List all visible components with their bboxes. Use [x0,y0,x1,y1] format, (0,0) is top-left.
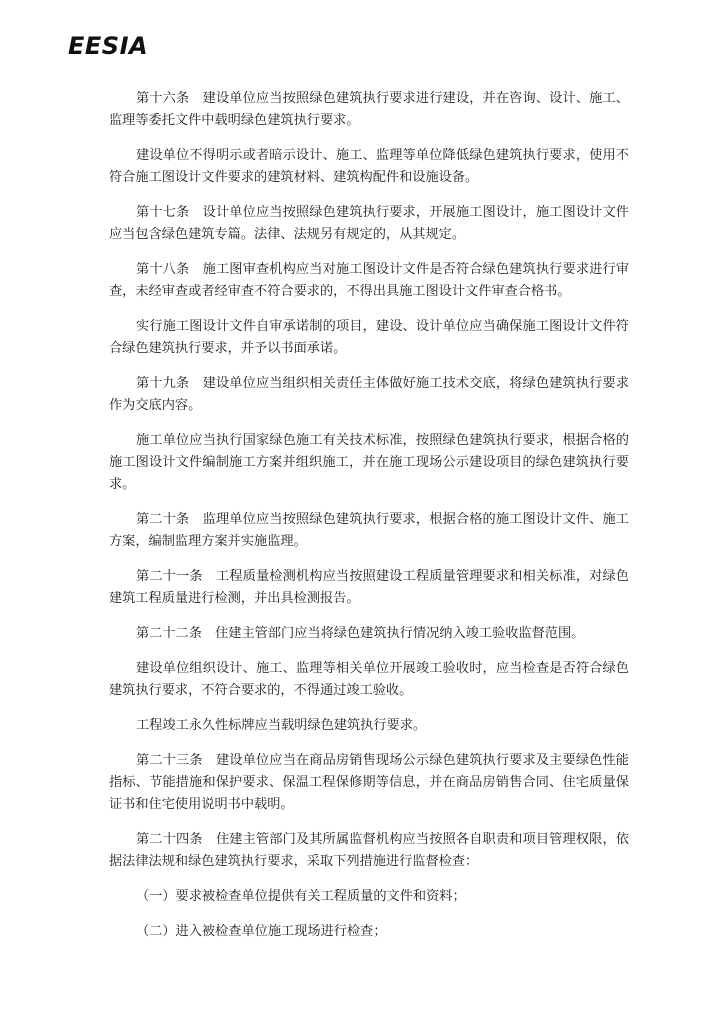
paragraph-article-24-item-2: （二）进入被检查单位施工现场进行检查； [136,924,387,939]
paragraph-article-16-2: 建设单位不得明示或者暗示设计、施工、监理等单位降低绿色建筑执行要求，使用不符合施工图设计文件要求的建筑材料、建筑构配件和设施设备。 [109,148,629,185]
paragraph-article-19: 第十九条 建设单位应当组织相关责任主体做好施工技术交底，将绿色建筑执行要求作为交底内容。 [109,376,629,413]
paragraph-article-19-2: 施工单位应当执行国家绿色施工有关技术标准，按照绿色建筑执行要求，根据合格的施工图设计文件编制施工方案并组织施工，并在施工现场公示建设项目的绿色建筑执行要求。 [109,433,629,492]
paragraph-article-23: 第二十三条 建设单位应当在商品房销售现场公示绿色建筑执行要求及主要绿色性能指标、节能措施和保护要求、保温工程保修期等信息，并在商品房销售合同、住宅质量保证书和住宅使用说明书中载明。 [109,753,629,812]
paragraph-article-22-3: 工程竣工永久性标牌应当载明绿色建筑执行要求。 [136,718,427,733]
paragraph-article-20: 第二十条 监理单位应当按照绿色建筑执行要求，根据合格的施工图设计文件、施工方案，编制监理方案并实施监理。 [109,512,629,549]
paragraph-article-16: 第十六条 建设单位应当按照绿色建筑执行要求进行建设，并在咨询、设计、施工、监理等委托文件中载明绿色建筑执行要求。 [109,91,629,128]
paragraph-article-22-2: 建设单位组织设计、施工、监理等相关单位开展竣工验收时，应当检查是否符合绿色建筑执行要求，不符合要求的，不得通过竣工验收。 [109,661,629,698]
paragraph-article-17: 第十七条 设计单位应当按照绿色建筑执行要求，开展施工图设计，施工图设计文件应当包含绿色建筑专篇。法律、法规另有规定的，从其规定。 [109,205,629,242]
document-body [109,88,629,943]
paragraph-article-21: 第二十一条 工程质量检测机构应当按照建设工程质量管理要求和相关标准，对绿色建筑工程质量进行检测，并出具检测报告。 [109,569,629,606]
paragraph-article-24: 第二十四条 住建主管部门及其所属监督机构应当按照各自职责和项目管理权限，依据法律法规和绿色建筑执行要求，采取下列措施进行监督检查： [109,832,629,869]
paragraph-article-22: 第二十二条 住建主管部门应当将绿色建筑执行情况纳入竣工验收监督范围。 [136,626,585,641]
eesia-logo: EESIA [68,32,149,60]
paragraph-article-18-2: 实行施工图设计文件自审承诺制的项目，建设、设计单位应当确保施工图设计文件符合绿色建筑执行要求，并予以书面承诺。 [109,319,629,356]
paragraph-article-18: 第十八条 施工图审查机构应当对施工图设计文件是否符合绿色建筑执行要求进行审查，未经审查或者经审查不符合要求的，不得出具施工图设计文件审查合格书。 [109,262,629,299]
paragraph-article-24-item-1: （一）要求被检查单位提供有关工程质量的文件和资料； [136,889,466,904]
